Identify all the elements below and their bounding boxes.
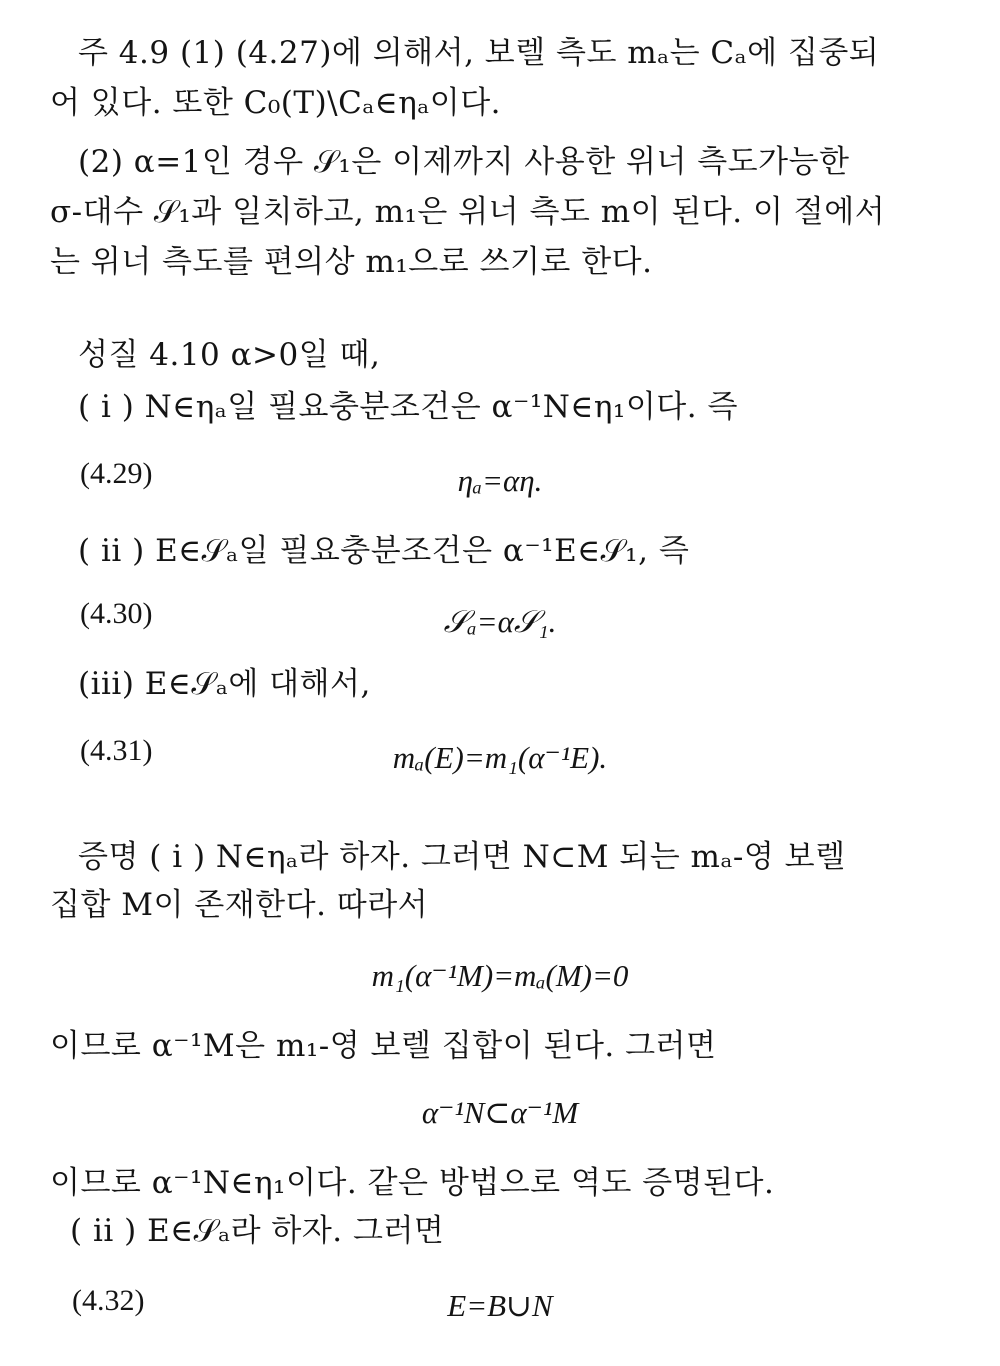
remark-line-3: (2) α=1인 경우 𝒮₁은 이제까지 사용한 위너 측도가능한 [78, 144, 850, 180]
proof-line-5: ( ii ) E∈𝒮ₐ라 하자. 그러면 [70, 1213, 445, 1249]
equation-4-30: 𝒮ₐ=α𝒮₁. [443, 604, 557, 639]
equation-number-4-32: (4.32) [72, 1284, 145, 1317]
property-item-ii: ( ii ) E∈𝒮ₐ일 필요충분조건은 α⁻¹E∈𝒮₁, 즉 [78, 533, 690, 569]
property-item-iii: (iii) E∈𝒮ₐ에 대해서, [78, 666, 371, 702]
remark-line-5: 는 위너 측도를 편의상 m₁으로 쓰기로 한다. [50, 244, 653, 280]
proof-line-3: 이므로 α⁻¹M은 m₁-영 보렐 집합이 된다. 그러면 [50, 1028, 717, 1064]
proof-line-2: 집합 M이 존재한다. 따라서 [50, 887, 429, 923]
property-heading: 성질 4.10 α>0일 때, [78, 337, 381, 373]
proof-equation-b: α⁻¹N⊂α⁻¹M [421, 1095, 579, 1130]
equation-4-32: E=B∪N [447, 1288, 553, 1323]
equation-number-4-30: (4.30) [80, 597, 153, 630]
equation-number-4-29: (4.29) [80, 457, 153, 490]
equation-4-29: ηₐ=αη. [457, 463, 543, 498]
remark-line-2: 어 있다. 또한 C₀(T)\Cₐ∈ηₐ이다. [50, 85, 502, 121]
proof-equation-a: m₁(α⁻¹M)=mₐ(M)=0 [371, 958, 629, 993]
proof-line-4: 이므로 α⁻¹N∈η₁이다. 같은 방법으로 역도 증명된다. [50, 1165, 775, 1201]
remark-line-4: σ-대수 𝒮₁과 일치하고, m₁은 위너 측도 m이 된다. 이 절에서 [50, 194, 886, 230]
equation-4-31: mₐ(E)=m₁(α⁻¹E). [392, 740, 608, 775]
proof-line-1: 증명 ( i ) N∈ηₐ라 하자. 그러면 N⊂M 되는 mₐ-영 보렐 [78, 839, 846, 875]
remark-line-1: 주 4.9 (1) (4.27)에 의해서, 보렐 측도 mₐ는 Cₐ에 집중되 [78, 35, 880, 71]
equation-number-4-31: (4.31) [80, 734, 153, 767]
property-item-i: ( i ) N∈ηₐ일 필요충분조건은 α⁻¹N∈η₁이다. 즉 [78, 389, 738, 425]
